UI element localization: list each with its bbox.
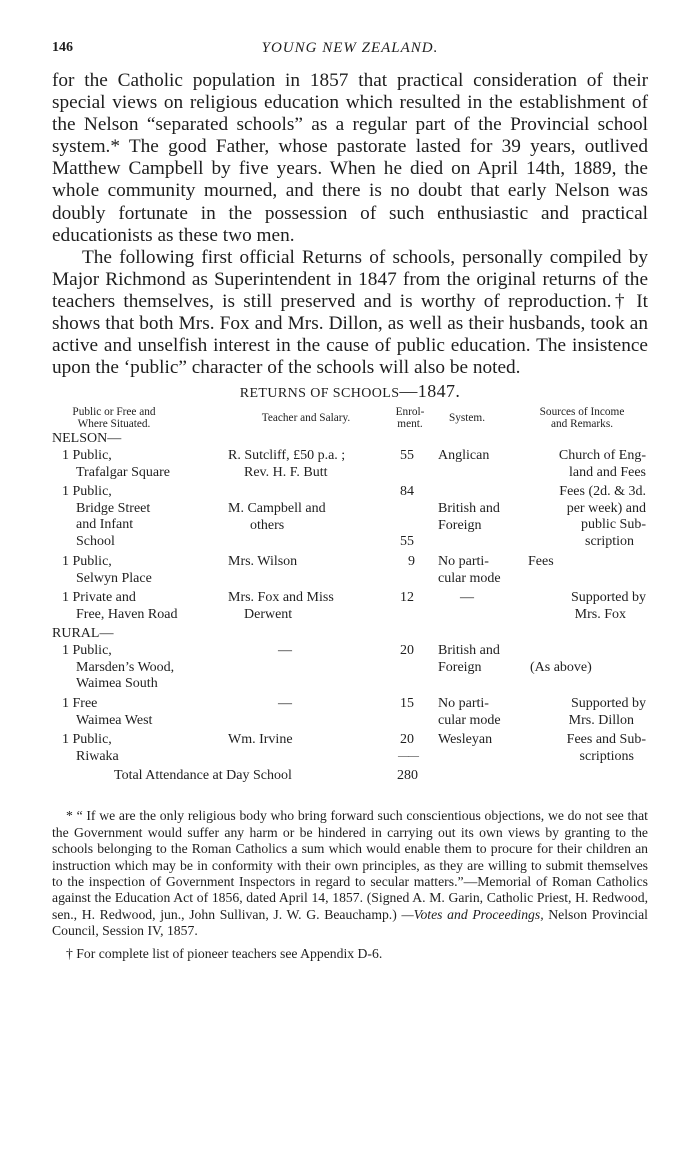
enrolment-cell: 15 (400, 696, 414, 712)
school-cell: Marsden’s Wood, (76, 659, 175, 675)
teacher-line: M. Campbell and (228, 501, 326, 517)
school-cell: Free, Haven Road (76, 606, 178, 622)
teacher-line: others (250, 517, 285, 533)
table-row (62, 554, 152, 587)
enrolment-cell: 55 (400, 448, 414, 464)
school-cell: Riwaka (76, 748, 119, 764)
footnote-citation-rest: Nelson Provincial Council, Session IV, 1857. (52, 906, 648, 939)
teacher-line: Derwent (244, 606, 293, 622)
teacher-cell: Mrs. Wilson (228, 554, 298, 570)
school-cell: Trafalgar Square (76, 464, 170, 480)
enrolment-cell: 55 (400, 534, 414, 550)
school-cell: 1 Private and (62, 590, 136, 606)
system-cell (438, 554, 501, 587)
column-header-teacher: Teacher and Salary. (261, 412, 351, 425)
school-cell: 1 Public, (62, 448, 112, 464)
table-row (62, 732, 119, 765)
column-header-system: System. (448, 412, 486, 425)
remarks-line: Mrs. Fox (574, 606, 626, 622)
system-cell (438, 501, 500, 534)
total-value: 280 (397, 768, 418, 784)
remarks-line: Fees (2d. & 3d. (559, 484, 646, 500)
school-cell: 1 Public, (62, 554, 112, 570)
teacher-cell: Wm. Irvine (228, 732, 293, 748)
system-cell: Anglican (438, 448, 490, 464)
remarks-cell: Fees (528, 554, 554, 570)
teacher-line: Mrs. Fox and Miss (228, 590, 334, 606)
column-header-line: Where Situated. (77, 418, 151, 431)
system-line: Foreign (438, 659, 482, 675)
table-row (62, 448, 170, 481)
remarks-line: Fees and Sub- (566, 732, 646, 748)
table-title (52, 381, 648, 402)
remarks-cell: (As above) (530, 660, 592, 676)
column-header-school (52, 406, 176, 430)
remarks-cell (569, 696, 646, 729)
school-cell: Waimea West (76, 712, 153, 728)
table-row (62, 643, 174, 693)
remarks-line: scriptions (579, 748, 634, 764)
returns-table (52, 406, 648, 802)
book-page (52, 36, 648, 962)
column-header-line: Enrol- (395, 406, 425, 419)
teacher-cell (228, 501, 326, 534)
school-cell: Bridge Street (76, 500, 151, 516)
section-heading-rural: RURAL— (52, 626, 114, 642)
enrolment-cell: 9 (408, 554, 415, 570)
remarks-line: Supported by (570, 590, 646, 606)
teacher-cell: — (278, 643, 292, 659)
school-cell: School (76, 533, 115, 549)
system-line: cular mode (438, 570, 501, 586)
column-header-line: and Remarks. (550, 418, 614, 431)
school-cell: 1 Public, (62, 732, 112, 748)
remarks-line: Supported by (570, 696, 646, 712)
column-header-line: Public or Free and (72, 406, 156, 419)
enrolment-cell: 20 (400, 732, 414, 748)
table-title-year: —1847. (399, 381, 461, 402)
remarks-line: Mrs. Dillon (568, 712, 634, 728)
system-line: Foreign (438, 517, 482, 533)
system-line: No parti- (438, 696, 489, 712)
school-cell: Waimea South (76, 676, 158, 692)
teacher-line: Rev. H. F. Butt (244, 464, 328, 480)
column-header-remarks (518, 406, 646, 430)
system-cell (438, 643, 500, 676)
table-row (62, 590, 177, 623)
remarks-cell (571, 590, 646, 623)
total-rule: —— (398, 750, 418, 763)
table-title-text: RETURNS OF SCHOOLS (239, 386, 400, 402)
body-paragraph: The following first official Returns of schools, personally compiled by Major Richmond as Superintendent in 1847 from the original returns of the teachers themselves, is still preserved and is worthy of reproduction.† It shows that both Mrs. Fox and Mrs. Dillon, as well as their husbands, took an active and unselfish interest in the cause of public education. The insistence upon the ‘public” character of the schools will also be noted. (52, 246, 648, 379)
school-cell: 1 Public, (62, 643, 112, 659)
enrolment-cell: 84 (400, 484, 414, 500)
system-line: British and (438, 643, 500, 659)
system-line: cular mode (438, 712, 501, 728)
remarks-line: land and Fees (569, 464, 646, 480)
system-line: British and (438, 501, 500, 517)
school-cell: 1 Free (62, 696, 98, 712)
footnote-text: * “ If we are the only religious body who bring forward such conscientious objections, we do not see that the Government would suffer any harm or be hindered in carrying out its own views by granting to the schools belonging to the Roman Catholics a sum which would enable them to procure for their children an instruction which may be in conformity with their own principles, as they are willing to submit themselves to the inspection of Government Inspectors in regard to secular matters.”—Memorial of Roman Catholics against the Education Act of 1856, dated April 14, 1857. (Signed A. M. Garin, Catholic Priest, H. Redwood, sen., H. Redwood, jun., John Sullivan, J. W. G. Beauchamp.) (52, 808, 648, 922)
body-paragraph: for the Catholic population in 1857 that practical consideration of their special views on religious education which resulted in the establishment of the Nelson “separated schools” as a regular part of the Provincial school system.* The good Father, whose pastorate lasted for 39 years, outlived Matthew Campbell by five years. When he died on April 14th, 1889, the whole community mourned, and there is no doubt that early Nelson was doubly fortunate in the possession of such enthusiastic and practical educationists as these two men. (52, 70, 648, 246)
remarks-line: public Sub- (581, 517, 646, 533)
system-cell: — (460, 590, 474, 606)
total-label: Total Attendance at Day School (114, 768, 292, 784)
system-cell (438, 696, 501, 729)
footnote-appendix: † For complete list of pioneer teachers see Appendix D-6. (66, 945, 383, 961)
running-title: YOUNG NEW ZEALAND. (261, 40, 439, 56)
table-row (62, 484, 150, 550)
page-header (52, 36, 648, 62)
enrolment-cell: 20 (400, 643, 414, 659)
system-cell: Wesleyan (438, 732, 493, 748)
column-header-line: ment. (397, 418, 423, 431)
system-line: No parti- (438, 554, 489, 570)
footnote-memorial (52, 808, 648, 939)
column-header-line: Sources of Income (539, 406, 625, 419)
remarks-line: per week) and (566, 500, 646, 516)
teacher-cell (228, 590, 334, 623)
section-heading-nelson: NELSON— (52, 431, 122, 447)
school-cell: 1 Public, (62, 484, 112, 500)
footnote-citation-title: —Votes and Proceedings, (401, 906, 544, 922)
school-cell: and Infant (76, 517, 134, 533)
teacher-line: R. Sutcliff, £50 p.a. ; (228, 448, 346, 464)
teacher-cell (228, 448, 345, 481)
page-number: 146 (52, 40, 73, 55)
remarks-cell (567, 732, 646, 765)
remarks-cell (559, 448, 646, 481)
enrolment-cell: 12 (400, 590, 414, 606)
table-row (62, 696, 152, 729)
remarks-line: scription (585, 533, 634, 549)
column-header-enrolment (392, 406, 428, 430)
footnotes (52, 808, 648, 962)
teacher-cell: — (278, 696, 292, 712)
remarks-cell (559, 484, 646, 550)
remarks-line: Church of Eng- (558, 448, 646, 464)
school-cell: Selwyn Place (76, 570, 152, 586)
